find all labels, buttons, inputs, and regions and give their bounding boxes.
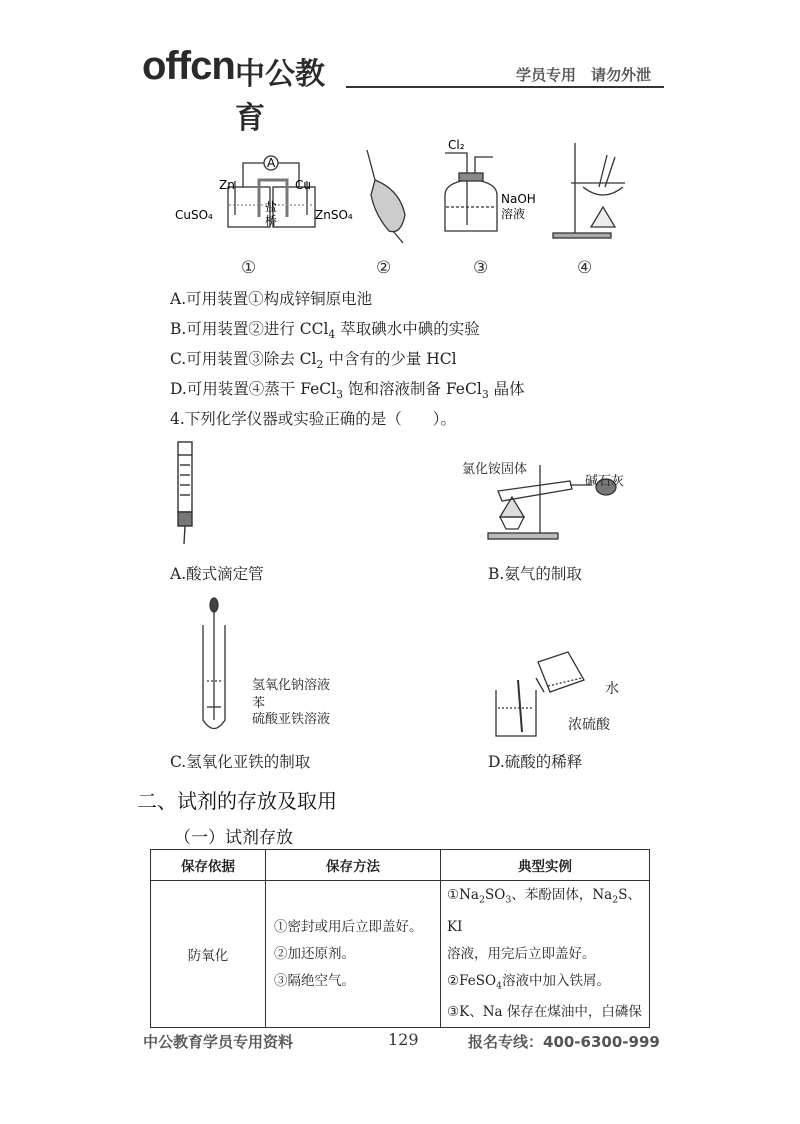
ammonium-chloride-label: 氯化铵固体 bbox=[462, 462, 528, 477]
q3-option-b: B.可用装置②进行 CCl$_4$ 萃取碘水中碘的实验 bbox=[170, 320, 480, 342]
q4-caption-c: C.氢氧化亚铁的制取 bbox=[170, 753, 311, 771]
header-notice: 学员专用 请勿外泄 bbox=[516, 66, 652, 84]
zn-label: Zn bbox=[219, 178, 235, 192]
naoh-label-2: 溶液 bbox=[501, 207, 526, 221]
naoh-label: NaOH bbox=[501, 192, 536, 206]
example-line-3: ②FeSO$_4$溶液中加入铁屑。 bbox=[447, 972, 611, 992]
table-header-example: 典型实例 bbox=[441, 850, 650, 881]
table-header-basis: 保存依据 bbox=[151, 850, 266, 881]
ammeter-label: A bbox=[267, 156, 276, 170]
ferrous-hydroxide-figure bbox=[195, 595, 255, 745]
method-line-3: ③隔绝空气。 bbox=[274, 972, 355, 989]
example-cell bbox=[441, 881, 650, 1028]
q3-option-a: A.可用装置①构成锌铜原电池 bbox=[170, 290, 373, 308]
cuso4-label: CuSO₄ bbox=[175, 208, 213, 222]
header-rule bbox=[346, 86, 664, 88]
water-label: 水 bbox=[605, 681, 619, 697]
example-line-1: $①Na_2SO_3$、苯酚固体，$Na_2S$、KI bbox=[447, 887, 641, 935]
logo-text-en: offcn bbox=[142, 44, 235, 88]
figure-number-1: ① bbox=[241, 258, 257, 278]
salt-bridge-label-1: 盐 bbox=[265, 200, 278, 214]
example-line-4: ③K、Na 保存在煤油中，白磷保 bbox=[447, 1004, 642, 1021]
footer-hotline: 报名专线：400-6300-999 bbox=[468, 1033, 660, 1051]
method-line-2: ②加还原剂。 bbox=[274, 945, 355, 962]
figure-number-2: ② bbox=[376, 258, 392, 278]
q4-caption-b: B.氨气的制取 bbox=[488, 565, 582, 583]
example-line-2: 溶液，用完后立即盖好。 bbox=[447, 945, 596, 962]
q4-stem: 4.下列化学仪器或实验正确的是（ ）。 bbox=[170, 410, 457, 428]
conc-sulfuric-acid-label: 浓硫酸 bbox=[568, 717, 610, 733]
evaporation-figure bbox=[553, 143, 625, 238]
q3-option-c: C.可用装置③除去 $Cl_2$ 中含有的少量 HCl bbox=[170, 350, 457, 372]
salt-bridge-label-2: 桥 bbox=[265, 214, 278, 228]
page-number: 129 bbox=[388, 1030, 419, 1049]
table-header-row bbox=[151, 850, 650, 881]
basis-cell: 防氧化 bbox=[151, 881, 266, 1028]
znso4-label: ZnSO₄ bbox=[315, 208, 353, 222]
burette-figure bbox=[168, 440, 208, 550]
separatory-funnel-figure bbox=[367, 150, 405, 243]
footer-left: 中公教育学员专用资料 bbox=[143, 1033, 294, 1051]
logo bbox=[142, 44, 352, 136]
soda-lime-label: 碱石灰 bbox=[585, 474, 625, 489]
table-row bbox=[151, 881, 650, 1028]
cl2-label: Cl₂ bbox=[448, 138, 465, 152]
figure-number-4: ④ bbox=[577, 258, 593, 278]
q4-caption-d: D.硫酸的稀释 bbox=[488, 753, 583, 771]
subsection-heading: （一）试剂存放 bbox=[174, 828, 293, 848]
benzene-label: 苯 bbox=[252, 696, 266, 711]
q4-caption-a: A.酸式滴定管 bbox=[170, 565, 264, 583]
apparatus-figures-top bbox=[175, 135, 635, 245]
gas-washing-bottle-figure bbox=[445, 153, 497, 231]
reagent-storage-table bbox=[150, 849, 650, 1028]
method-cell bbox=[266, 881, 441, 1028]
logo-text-cn: 中公教育 bbox=[235, 57, 325, 136]
method-line-1: ①密封或用后立即盖好。 bbox=[274, 918, 423, 935]
table-header-method: 保存方法 bbox=[266, 850, 441, 881]
figure-number-3: ③ bbox=[473, 258, 489, 278]
cu-label: Cu bbox=[295, 178, 311, 192]
ferrous-sulfate-label: 硫酸亚铁溶液 bbox=[252, 712, 331, 727]
naoh-solution-label: 氢氧化钠溶液 bbox=[252, 678, 331, 693]
section-heading: 二、试剂的存放及取用 bbox=[137, 789, 337, 813]
q3-option-d: D.可用装置④蒸干 FeCl$_3$ 饱和溶液制备 FeCl$_3$ 晶体 bbox=[170, 380, 525, 402]
